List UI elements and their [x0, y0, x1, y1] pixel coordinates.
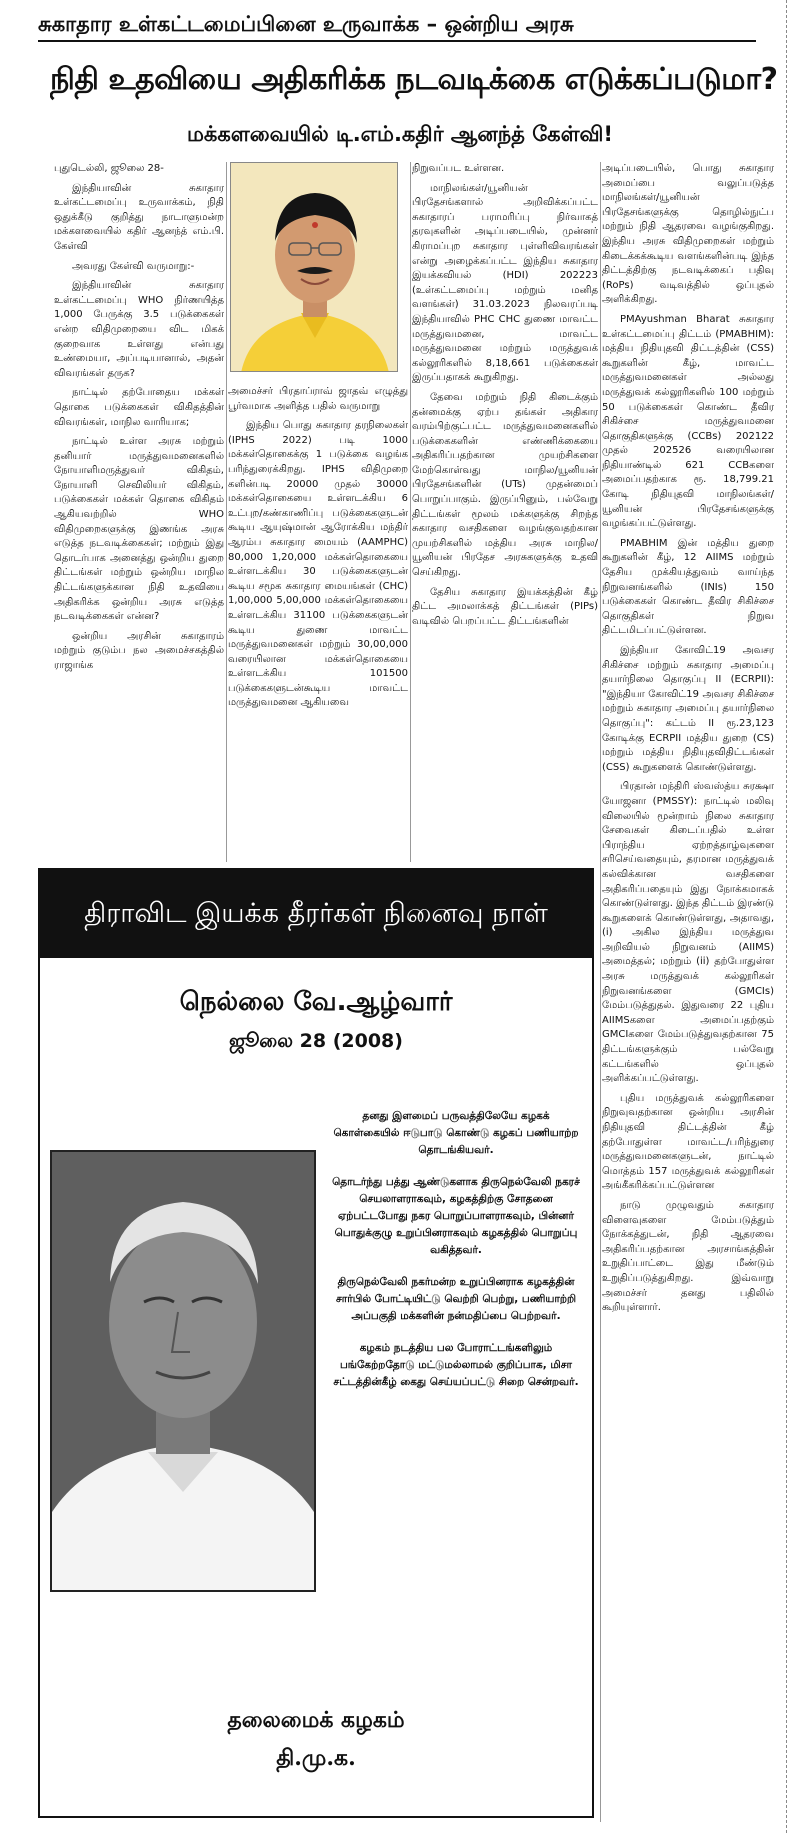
paragraph: மாநிலங்கள்/யூனியன் பிரதேசங்களால் அறிவிக்கப்பட்ட சுகாதாரப் பராமரிப்பு நிர்வாகத் தரவுகளின் அடிப்படையில், முன்னர் கிராமப்புற சுகாதார புள்ளிவிவரங்கள் என்று அழைக்கப்பட்ட இந்திய சுகாதார இயக்கவியல் (HDI) 202223 (உள்கட்டமைப்பு மற்றும் மனித வளங்கள்) 31.03.2023 நிலவரப்படி இந்தியாவில் PHC CHC துணை மாவட்ட மருத்துவமனை, மாவட்ட மருத்துவமனை மற்றும் மருத்துவக் கல்லூரிகளில் 8,18,661 படுக்கைகள் இருப்பதாகக் கூறுகிறது. [412, 182, 598, 384]
paragraph: தேவை மற்றும் நிதி கிடைக்கும் தன்மைக்கு ஏற்ப தங்கள் அதிகார வரம்பிற்குட்பட்ட மருத்துவமனைகளில் படுக்கைகளின் எண்ணிக்கையை அதிகரிப்பதற்கான முயற்சிகளை மேற்கொள்வது மாநில/யூனியன் பிரதேசங்களின் (UTs) முதன்மைப் பொறுப்பாகும். இருப்பினும், பல்வேறு திட்டங்கள் மூலம் மக்களுக்கு சிறந்த சுகாதார வசதிகளை வழங்குவதற்கான முயற்சிகளில் மத்திய அரசு மாநில/யூனியன் பிரதேச அரசுகளுக்கு உதவி செய்கிறது. [412, 391, 598, 579]
article-column-1 [54, 162, 224, 862]
cut-guide-line [786, 0, 787, 1833]
tribute-paragraph: தனது இளமைப் பருவத்திலேயே கழகக் கொள்கையில் ஈடுபாடு கொண்டு கழகப் பணியாற்ற தொடங்கியவர். [333, 1110, 579, 1156]
tribute-paragraph: கழகம் நடத்திய பல போராட்டங்களிலும் பங்கேற்றதோடு மட்டுமல்லாமல் குறிப்பாக, மிசா சட்டத்தின்கீழ் கைது செய்யப்பட்டு சிறை சென்றவர். [333, 1342, 579, 1388]
mp-portrait-photo [230, 162, 398, 372]
paragraph: அமைச்சர் பிரதாப்ராவ் ஜாதவ் எழுத்து பூர்வமாக அளித்த பதில் வருமாறு [228, 386, 408, 412]
paragraph: ஒன்றிய அரசின் சுகாதாரம் மற்றும் குடும்ப நல அமைச்சகத்தில் ராஜாங்க [54, 630, 224, 671]
tribute-name: நெல்லை வே.ஆழ்வார் [179, 987, 453, 1017]
article-subhead: மக்களவையில் டி.எம்.கதிர் ஆனந்த் கேள்வி! [187, 122, 613, 146]
column-divider [226, 162, 227, 862]
dateline: புதுடெல்லி, ஜூலை 28- [54, 163, 164, 174]
paragraph: நாடு முழுவதும் சுகாதார விளைவுகளை மேம்படுத்தும் நோக்கத்துடன், நிதி ஆதரவை அதிகரிப்பதற்கான அரசாங்கத்தின் உறுதிப்பாட்டை இது மீண்டும் உறுதிப்படுத்துகிறது. இவ்வாறு அமைச்சர் தனது பதிலில் கூறியுள்ளார். [602, 1199, 774, 1314]
paragraph: நிறுவப்பட உள்ளன. [412, 163, 505, 174]
paragraph: இந்தியாவின் சுகாதார உள்கட்டமைப்பு உருவாக்கம், நிதி ஒதுக்கீடு குறித்து நாடாளுமன்ற மக்களவையில் கதிர் ஆனந்த் எம்.பி. கேள்வி [54, 182, 224, 252]
tribute-paragraph: தொடர்ந்து பத்து ஆண்டுகளாக திருநெல்வேலி நகரச் செயலாளராகவும், கழகத்திற்கு சோதனை ஏற்பட்டபோது நகர பொறுப்பாளராகவும், பின்னர் பொதுக்குழு உறுப்பினராகவும் கழகத்தில் பொறுப்பு வகித்தவர். [332, 1176, 580, 1256]
tribute-banner: திராவிட இயக்க தீரர்கள் நினைவு நாள் [40, 870, 592, 958]
tribute-footer-party: தி.மு.க. [276, 1745, 356, 1771]
paragraph: PMAyushman Bharat சுகாதார உள்கட்டமைப்பு திட்டம் (PMABHIM): மத்திய நிதியுதவி திட்டத்தின் (CSS) கூறுகளின் கீழ், மாவட்ட மருத்துவமனைகள் அல்லது மருத்துவக் கல்லூரிகளில் 100 மற்றும் 50 படுக்கைகள் கொண்ட தீவிர சிகிச்சை மருத்துவமனை தொகுதிகளுக்கு (CCBs) 202122 முதல் 202526 வரையிலான நிதியாண்டில் 621 CCBகளை அமைப்பதற்காக ரூ. 18,799.21 கோடி நிதியுதவி மாநிலங்கள்/யூனியன் பிரதேசங்களுக்கு வழங்கப்பட்டுள்ளது. [602, 313, 774, 530]
tribute-box [38, 868, 594, 1818]
article-column-4 [602, 162, 774, 1822]
tribute-portrait-photo [50, 1150, 316, 1592]
article-headline: நிதி உதவியை அதிகரிக்க நடவடிக்கை எடுக்கப்படுமா? [50, 62, 778, 97]
tribute-date: ஜூலை 28 (2008) [229, 1030, 403, 1052]
paragraph: இந்தியாவின் சுகாதார உள்கட்டமைப்பு WHO நிர்ணயித்த 1,000 பேருக்கு 3.5 படுக்கைகள் என்ற விதிமுறையை விட மிகக் குறைவாக உள்ளது என்பது உண்மையா, அப்படியானால், அதன் விவரங்கள் தருக? [54, 280, 224, 379]
tribute-paragraph: திருநெல்வேலி நகர்மன்ற உறுப்பினராக கழகத்தின் சார்பில் போட்டியிட்டு வெற்றி பெற்று, பணியாற்றி அப்பகுதி மக்களின் நன்மதிப்பை பெற்றவர். [335, 1276, 577, 1322]
paragraph: இந்திய பொது சுகாதார தரநிலைகள் (IPHS 2022) படி 1000 மக்கள்தொகைக்கு 1 படுக்கை வழங்க பரிந்துரைக்கிறது. IPHS விதிமுறை களின்படி 20000 முதல் 30000 மக்கள்தொகையை உள்ளடக்கிய 6 உட்புற/கண்காணிப்பு படுக்கைகளுடன் கூடிய ஆயுஷ்மான் ஆரோக்கிய மந்திர் ஆரம்ப சுகாதார மையம் (AAMPHC) 80,000 1,20,000 மக்கள்தொகையை உள்ளடக்கிய 30 படுக்கைகளுடன் கூடிய சமூக சுகாதார மையங்கள் (CHC) 1,00,000 5,00,000 மக்கள்தொகையை உள்ளடக்கிய 31100 படுக்கைகளுடன் கூடிய துணை மாவட்ட மருத்துவமனைகள் மற்றும் 30,00,000 வரையிலான மக்கள்தொகையை உள்ளடக்கிய 101500 படுக்கைகளுடன்கூடிய மாவட்ட மருத்துவமனை ஆகியவை [228, 420, 408, 709]
paragraph: தேசிய சுகாதார இயக்கத்தின் கீழ் திட்ட அமலாக்கத் திட்டங்கள் (PIPs) வடிவில் பெறப்பட்ட திட்டங்களின் [412, 586, 598, 627]
article-column-2 [228, 385, 408, 860]
portrait-illustration [231, 163, 398, 372]
paragraph: இந்தியா கோவிட்19 அவசர சிகிச்சை மற்றும் சுகாதார அமைப்பு தயார்நிலை தொகுப்பு II (ECRPII): "இந்தியா கோவிட்19 அவசர சிகிச்சை மற்றும் சுகாதார அமைப்பு தயார்நிலை தொகுப்பு": கட்டம் II ரூ.23,123 கோடிக்கு ECRPII மத்திய துறை (CS) மற்றும் மத்திய நிதியுதவிதிட்டங்கள் (CSS) கூறுகளைக் கொண்டுள்ளது. [602, 645, 774, 773]
paragraph: அடிப்படையில், பொது சுகாதார அமைப்பை வலுப்படுத்த மாநிலங்கள்/யூனியன் பிரதேசங்களுக்கு தொழில்நுட்ப மற்றும் நிதி ஆதரவை வழங்குகிறது. இந்திய அரசு விதிமுறைகள் மற்றும் கிடைக்கக்கூடிய வளங்களின்படி இந்த திட்டத்திற்கு நடவடிக்கைப் பதிவு (RoPs) வடிவத்தில் ஒப்புதல் அளிக்கிறது. [602, 163, 774, 306]
paragraph: பிரதான் மந்திரி ஸ்வஸ்த்ய சுரக்ஷா யோஜனா (PMSSY): நாட்டில் மலிவு விலையில் மூன்றாம் நிலை சுகாதார சேவைகள் கிடைப்பதில் உள்ள பிராந்திய ஏற்றத்தாழ்வுகளை சரிசெய்வதையும், தரமான மருத்துவக் கல்விக்கான வசதிகளை அதிகரிப்பதையும் இது நோக்கமாகக் கொண்டுள்ளது. இந்த திட்டம் இரண்டு கூறுகளைக் கொண்டுள்ளது, அதாவது, (i) அகில இந்திய மருத்துவ அறிவியல் நிறுவனம் (AIIMS) அமைத்தல்; மற்றும் (ii) தற்போதுள்ள அரசு மருத்துவக் கல்லூரிகள் நிறுவனங்களை (GMCIs) மேம்படுத்துதல். இதுவரை 22 புதிய AIIMSகளை அமைப்பதற்கும் GMCIகளை மேம்படுத்துவதற்கான 75 திட்டங்களுக்கும் பல்வேறு கட்டங்களில் ஒப்புதல் அளிக்கப்பட்டுள்ளது. [602, 781, 774, 1085]
article-kicker: சுகாதார உள்கட்டமைப்பினை உருவாக்க – ஒன்றிய அரசு [38, 8, 756, 42]
column-divider [600, 162, 601, 1822]
portrait-illustration [52, 1152, 314, 1590]
paragraph: PMABHIM இன் மத்திய துறை கூறுகளின் கீழ், 12 AIIMS மற்றும் தேசிய முக்கியத்துவம் வாய்ந்த நிறுவனங்களில் (INIs) 150 படுக்கைகள் கொண்ட தீவிர சிகிச்சை தொகுதிகள் நிறுவ திட்டமிடப்பட்டுள்ளன. [602, 537, 774, 637]
column-divider [410, 162, 411, 862]
article-column-3 [412, 162, 598, 862]
paragraph: நாட்டில் தற்போதைய மக்கள் தொகை படுக்கைகள் விகிதத்தின் விவரங்கள், மாநில வாரியாக; [54, 387, 224, 428]
tribute-footer-org: தலைமைக் கழகம் [227, 1707, 405, 1733]
paragraph: புதிய மருத்துவக் கல்லூரிகளை நிறுவுவதற்கான ஒன்றிய அரசின் நிதியுதவி திட்டத்தின் கீழ் தற்போதுள்ள மாவட்ட/பரிந்துரை மருத்துவமனைகளுடன், நாட்டில் மொத்தம் 157 மருத்துவக் கல்லூரிகள் அங்கீகரிக்கப்பட்டுள்ளன [602, 1092, 774, 1192]
paragraph: நாட்டில் உள்ள அரசு மற்றும் தனியார் மருத்துவமனைகளில் நோயாளிமருத்துவர் விகிதம், நோயாளி செவிலியர் விகிதம், படுக்கைகள் மக்கள் தொகை விகிதம் ஆகியவற்றில் WHO விதிமுறைகளுக்கு இணங்க அரசு எடுத்த நடவடிக்கைகள்; மற்றும் இது தொடர்பாக அனைத்து ஒன்றிய துறை திட்டங்கள் மற்றும் ஒன்றிய மாநில திட்டங்களுக்கான நிதி உதவியை அதிகரிக்க ஒன்றிய அரசு எடுத்த நடவடிக்கைகள் என்ன? [54, 436, 224, 623]
tribute-text [328, 1108, 584, 1668]
paragraph: அவரது கேள்வி வருமாறு:- [72, 260, 195, 272]
